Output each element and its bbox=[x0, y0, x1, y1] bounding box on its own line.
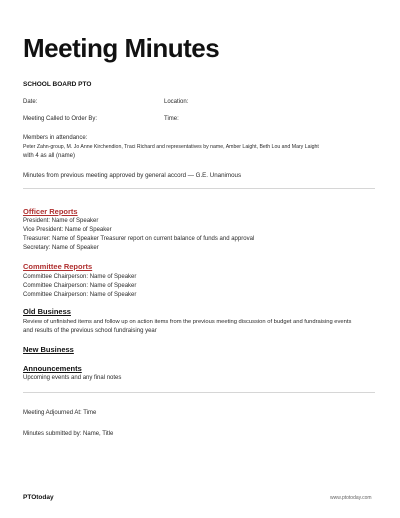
officer-report-line: Secretary: Name of Speaker bbox=[23, 245, 99, 251]
page-title: Meeting Minutes bbox=[23, 33, 220, 63]
footer-logo: PTOtoday bbox=[23, 494, 54, 501]
section-divider bbox=[23, 188, 375, 189]
section-divider bbox=[23, 392, 375, 393]
old-business-heading: Old Business bbox=[23, 307, 71, 316]
location-label: Location: bbox=[164, 99, 189, 105]
committee-report-line: Committee Chairperson: Name of Speaker bbox=[23, 292, 137, 298]
officer-reports-heading: Officer Reports bbox=[23, 207, 78, 216]
footer-url: www.ptotoday.com bbox=[330, 495, 372, 501]
officer-report-line: Vice President: Name of Speaker bbox=[23, 227, 112, 233]
called-by-label: Meeting Called to Order By: bbox=[23, 116, 98, 122]
committee-report-line: Committee Chairperson: Name of Speaker bbox=[23, 274, 137, 280]
attendees-label: Members in attendance: bbox=[23, 135, 88, 141]
attendees-line-2: with 4 as all (name) bbox=[23, 153, 76, 159]
old-business-line-2: and results of the previous school fundraising year bbox=[23, 328, 157, 334]
new-business-heading: New Business bbox=[23, 345, 74, 354]
org-name: SCHOOL BOARD PTO bbox=[23, 81, 92, 88]
time-label: Time: bbox=[164, 116, 179, 122]
committee-report-line: Committee Chairperson: Name of Speaker bbox=[23, 283, 137, 289]
announcements-heading: Announcements bbox=[23, 364, 82, 373]
officer-report-line: President: Name of Speaker bbox=[23, 218, 99, 224]
attendees-line-1: Peter Zahn-group, M. Jo Anne Kirchendion, Traci Richard and representatives by name, Amber Laight, Beth Lou and Mary Laight bbox=[23, 144, 319, 150]
adjourned-label: Meeting Adjourned At: Time bbox=[23, 410, 97, 416]
minutes-approval-line: Minutes from previous meeting approved by general accord — G.E. Unanimous bbox=[23, 172, 242, 179]
date-label: Date: bbox=[23, 99, 38, 105]
committee-reports-heading: Committee Reports bbox=[23, 262, 93, 271]
submitted-by-label: Minutes submitted by: Name, Title bbox=[23, 431, 114, 437]
announcements-line: Upcoming events and any final notes bbox=[23, 375, 122, 381]
officer-report-line: Treasurer: Name of Speaker Treasurer report on current balance of funds and approval bbox=[23, 236, 255, 242]
old-business-line-1: Review of unfinished items and follow up on action items from the previous meeting discussion of budget and fundraising events bbox=[23, 319, 352, 325]
